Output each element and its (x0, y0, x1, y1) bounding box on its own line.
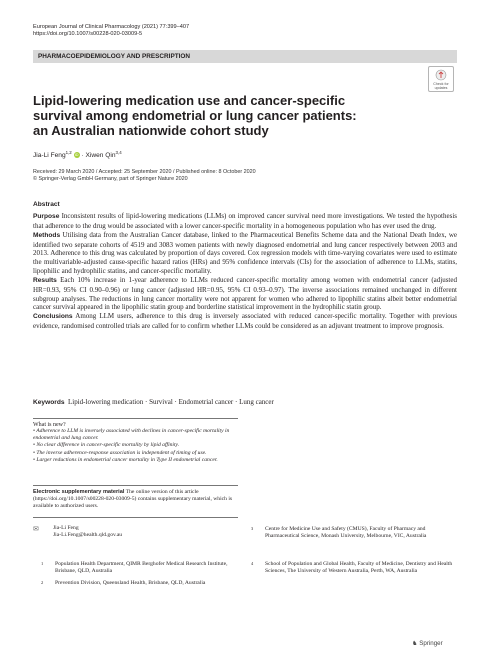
affiliation-number: 1 (41, 561, 44, 566)
affiliation (41, 580, 245, 587)
contact-email[interactable]: Jia-Li.Feng@health.qld.gov.au (53, 532, 123, 539)
author-name[interactable]: Xiwen Qin (85, 152, 116, 160)
badge-line2: updates (434, 86, 448, 90)
envelope-icon: ✉ (33, 525, 39, 533)
results-label: Results (33, 276, 57, 284)
author-affiliation-sup: 1,2 (65, 150, 72, 155)
abstract-results (33, 276, 457, 312)
whats-new-item: • Larger reductions in endometrial cancer mortality in Type II endometrial cancer. (33, 456, 218, 463)
springer-horse-icon: ♞ (412, 640, 418, 647)
journal-header (33, 24, 189, 38)
contact-block (53, 525, 243, 539)
purpose-label: Purpose (33, 213, 60, 220)
affiliation-text: Centre for Medicine Use and Safety (CMUS), Faculty of Pharmacy and Pharmaceutical Science, Monash University, Melbourne, VIC, Australia (265, 526, 427, 540)
publication-dates (33, 169, 256, 184)
copyright-line: © Springer-Verlag GmbH Germany, part of Springer Nature 2020 (33, 176, 188, 183)
affiliation-text: Prevention Division, Queensland Health, Brisbane, QLD, Australia (55, 580, 206, 586)
esm-label: Electronic supplementary material (33, 489, 125, 495)
keywords-text: Lipid-lowering medication · Survival · Endometrial cancer · Lung cancer (68, 398, 274, 406)
results-text: Each 10% increase in 1-year adherence to LLMs reduced cancer-specific mortality among women with endometrial cancer (adjusted HR=0.93, 95% CI 0.90–0.96) or lung cancer (adjusted HR=0.95, 95% CI 0.93–0.97). The inverse associations remained unchanged in different subgroup analyses. The reductions in lung cancer mortality were not apparent for women who adhered to lipophilic statins albeit better endometrial cancer survival appeared in the lipophilic statin group and borderline statistical improvement in the hydrophilic statin group. (33, 275, 457, 312)
abstract-conclusions (33, 312, 457, 331)
esm-text[interactable]: The online version of this article (https://doi.org/10.1007/s00228-020-03009-5) contains supplementary material, which is available to authorized users. (33, 489, 233, 510)
supplementary-material-note (33, 485, 238, 511)
conclusions-label: Conclusions (33, 313, 73, 321)
author-affiliation-sup: 3,4 (115, 150, 122, 155)
publisher-name: Springer (419, 640, 443, 647)
article-title: Lipid-lowering medication use and cancer-specific survival among endometrial or lung cancer patients: an Australian nationwide cohort study (33, 93, 357, 138)
abstract-purpose (33, 212, 457, 231)
history-dates: Received: 29 March 2020 / Accepted: 25 September 2020 / Published online: 8 October 2020 (33, 169, 256, 175)
purpose-text: Inconsistent results of lipid-lowering medications (LLMs) on improved cancer survival need more investigations. We tested the hypothesis that adherence to the drug would be associated with a lower cancer-specific mortality in a homogeneous population who has ever used the drug. (33, 212, 457, 230)
author-separator: · (81, 152, 84, 160)
affiliation-text: School of Population and Global Health, Faculty of Medicine, Dentistry and Health Sciences, The University of Western Australia, Perth, WA, Australia (265, 561, 453, 575)
whats-new-item: • Adherence to LLM is inversely associated with declines in cancer-specific mortality in endometrial and lung cancer. (33, 428, 230, 442)
affiliation (41, 561, 245, 575)
doi-link[interactable]: https://doi.org/10.1007/s00228-020-03009-5 (33, 31, 143, 38)
section-banner: PHARMACOEPIDEMIOLOGY AND PRESCRIPTION (33, 50, 457, 63)
affiliation (251, 561, 455, 575)
whats-new-heading: What is new? (33, 422, 66, 428)
orcid-icon[interactable]: iD (74, 152, 79, 158)
abstract-heading: Abstract (33, 201, 60, 208)
affiliation-number: 4 (251, 561, 254, 566)
methods-text: Utilising data from the Australian Cancer database, linked to the Pharmaceutical Benefits Scheme data and the National Death Index, we identified two separate cohorts of 4519 and 3083 women patients with newly diagnosed endometrial and lung cancer respectively between 2003 and 2013. Adherence to this drug was calculated by proportion of days covered. Cox regression models with time-varying covariates were used to estimate the multivariable-adjusted cause-specific hazard ratios (HRs) and 95% confidence intervals (CIs) for the association of adherence to LLMs, statins, lipophilic and hydrophilic statins, and cancer-specific mortality. (33, 230, 458, 276)
keywords-label: Keywords (33, 399, 65, 406)
whats-new-item: • The inverse adherence-response association is independent of timing of use. (33, 449, 207, 456)
journal-citation: European Journal of Clinical Pharmacology (2021) 77:399–407 (33, 24, 190, 30)
author-name[interactable]: Jia-Li Feng (33, 152, 66, 160)
affiliation-number: 2 (41, 580, 44, 585)
badge-line1: Check for (433, 82, 449, 86)
keywords (33, 398, 274, 406)
whats-new-box (33, 418, 238, 464)
update-icon (435, 69, 447, 81)
author-list (33, 150, 122, 159)
check-for-updates-badge[interactable] (428, 66, 454, 92)
methods-label: Methods (33, 231, 61, 239)
affiliation-number: 3 (251, 526, 254, 531)
abstract-body (33, 212, 457, 331)
affiliation-text: Population Health Department, QIMR Berghofer Medical Research Institute, Brisbane, QLD, Australia (55, 561, 228, 575)
springer-logo (412, 640, 443, 647)
whats-new-item: • No clear difference in cancer-specific mortality by lipid affinity. (33, 442, 180, 449)
abstract-methods (33, 231, 457, 276)
conclusions-text: Among LLM users, adherence to this drug is inversely associated with reduced cancer-specific mortality. Together with previous evidence, randomised controlled trials are called for to confirm whether LLMs could be considered as an adjuvant treatment to improve prognosis. (33, 312, 457, 331)
contact-name: Jia-Li Feng (53, 525, 79, 531)
affiliation (251, 526, 455, 540)
footnote-divider (33, 517, 238, 518)
